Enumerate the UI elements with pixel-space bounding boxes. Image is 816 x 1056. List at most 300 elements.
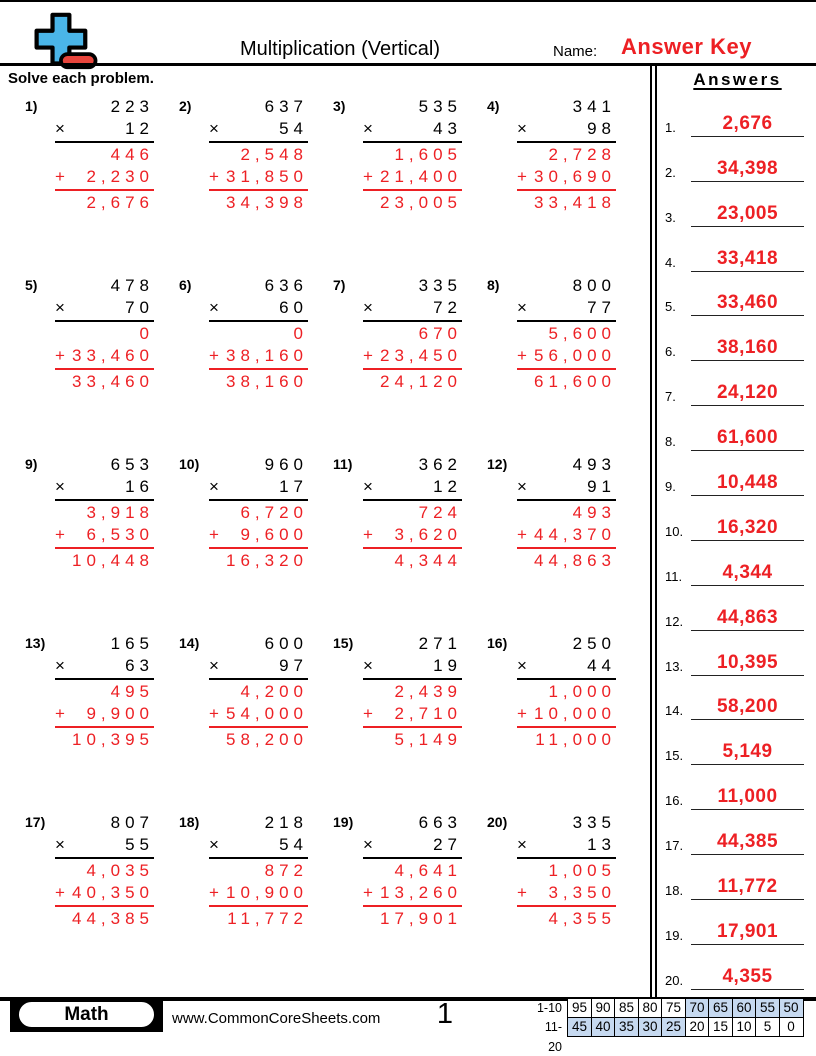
problem-number: 4) <box>487 98 500 114</box>
answer-value: 10,395 <box>691 652 804 676</box>
answer-number: 16. <box>665 793 684 809</box>
answer-value: 33,418 <box>691 248 804 272</box>
partial-product-1: 0 <box>139 324 154 343</box>
grading-cell: 70 <box>685 998 710 1018</box>
answer-value: 33,460 <box>691 292 804 316</box>
answer-row <box>659 137 816 182</box>
partial-product-1: 4,641 <box>394 861 462 880</box>
problem <box>25 812 179 991</box>
problem <box>487 633 641 812</box>
multiplicand: 653 <box>110 455 154 474</box>
answer-number: 9. <box>665 479 676 495</box>
problem-number: 18) <box>179 814 200 830</box>
worksheet-title: Multiplication (Vertical) <box>239 38 441 60</box>
answer-number: 6. <box>665 344 676 360</box>
plus-sign: + <box>209 704 219 723</box>
answer-row <box>659 496 816 541</box>
plus-minus-logo-icon <box>20 12 100 70</box>
answers-column <box>659 66 816 990</box>
answer-number: 17. <box>665 838 684 854</box>
partial-product-1: 5,600 <box>548 324 616 343</box>
answer-value: 23,005 <box>691 203 804 227</box>
multiplier: 54 <box>279 835 308 854</box>
problems-grid <box>25 96 643 991</box>
plus-sign: + <box>517 346 527 365</box>
grading-cell: 40 <box>591 1017 616 1037</box>
subject-badge-label: Math <box>17 1000 156 1029</box>
product-total: 11,000 <box>535 730 616 749</box>
answer-number: 11. <box>665 568 683 584</box>
partial-product-1: 4,035 <box>86 861 154 880</box>
problem <box>487 275 641 454</box>
plus-sign: + <box>363 704 373 723</box>
answer-value: 44,863 <box>691 607 804 631</box>
grading-cell: 80 <box>638 998 663 1018</box>
plus-sign: + <box>209 883 219 902</box>
multiplier: 13 <box>587 835 616 854</box>
multiplier: 44 <box>587 656 616 675</box>
partial-product-2: 56,000 <box>534 346 616 365</box>
partial-product-2-row <box>517 703 616 728</box>
grading-cell: 85 <box>614 998 639 1018</box>
partial-product-2-row <box>363 345 462 370</box>
partial-product-2-row <box>209 345 308 370</box>
problem-work <box>363 275 462 454</box>
multiplier-row <box>55 834 154 859</box>
product-total: 10,448 <box>72 551 154 570</box>
times-sign: × <box>55 119 65 138</box>
plus-sign: + <box>363 883 373 902</box>
problem-number: 12) <box>487 456 508 472</box>
product-total: 61,600 <box>534 372 616 391</box>
problem-number: 20) <box>487 814 508 830</box>
multiplier: 12 <box>125 119 154 138</box>
problem-number: 11) <box>333 456 353 472</box>
problem-work <box>55 454 154 633</box>
product-total: 5,149 <box>394 730 462 749</box>
times-sign: × <box>517 656 527 675</box>
partial-product-2: 31,850 <box>226 167 308 186</box>
problem <box>179 454 333 633</box>
multiplier-row <box>55 118 154 143</box>
answer-row <box>659 765 816 810</box>
answer-value: 4,355 <box>691 966 804 990</box>
partial-product-2-row <box>209 882 308 907</box>
multiplier: 97 <box>279 656 308 675</box>
partial-product-2: 10,000 <box>534 704 616 723</box>
problem-work <box>363 633 462 812</box>
times-sign: × <box>517 298 527 317</box>
problem <box>179 275 333 454</box>
partial-product-2: 9,600 <box>240 525 308 544</box>
multiplier: 91 <box>587 477 616 496</box>
times-sign: × <box>517 835 527 854</box>
multiplier-row <box>517 297 616 322</box>
partial-product-2: 2,710 <box>394 704 462 723</box>
multiplicand: 271 <box>418 634 462 653</box>
multiplier: 43 <box>433 119 462 138</box>
times-sign: × <box>363 119 373 138</box>
multiplier: 60 <box>279 298 308 317</box>
multiplier-row <box>209 834 308 859</box>
partial-product-2: 3,620 <box>394 525 462 544</box>
partial-product-2-row <box>363 166 462 191</box>
grading-row-2-label: 11-20 <box>544 1019 562 1054</box>
multiplicand: 335 <box>572 813 616 832</box>
multiplicand: 637 <box>264 97 308 116</box>
problem-work <box>209 275 308 454</box>
answer-number: 15. <box>665 748 684 764</box>
plus-sign: + <box>517 525 527 544</box>
multiplicand: 960 <box>264 455 308 474</box>
answer-number: 14. <box>665 703 684 719</box>
problem-number: 15) <box>333 635 354 651</box>
plus-sign: + <box>517 704 527 723</box>
grading-cell: 75 <box>661 998 686 1018</box>
partial-product-2-row <box>363 703 462 728</box>
product-total: 44,863 <box>534 551 616 570</box>
partial-product-2: 9,900 <box>86 704 154 723</box>
answer-row <box>659 631 816 676</box>
product-total: 2,676 <box>86 193 154 212</box>
grading-cell: 65 <box>708 998 733 1018</box>
multiplier-row <box>363 118 462 143</box>
times-sign: × <box>363 477 373 496</box>
product-total: 17,901 <box>380 909 462 928</box>
multiplier: 70 <box>125 298 154 317</box>
partial-product-2: 30,690 <box>534 167 616 186</box>
problem-number: 7) <box>333 277 346 293</box>
multiplier-row <box>517 655 616 680</box>
answer-row <box>659 541 816 586</box>
partial-product-2: 6,530 <box>86 525 154 544</box>
product-total: 33,460 <box>72 372 154 391</box>
partial-product-2: 10,900 <box>226 883 308 902</box>
multiplicand: 218 <box>264 813 308 832</box>
product-total: 33,418 <box>534 193 616 212</box>
problem-number: 16) <box>487 635 508 651</box>
multiplier-row <box>363 476 462 501</box>
partial-product-2: 44,370 <box>534 525 616 544</box>
plus-sign: + <box>209 346 219 365</box>
times-sign: × <box>517 119 527 138</box>
grading-cell: 95 <box>567 998 592 1018</box>
plus-sign: + <box>363 346 373 365</box>
grading-cell: 45 <box>567 1017 592 1037</box>
problem-work <box>55 96 154 275</box>
multiplier-row <box>55 297 154 322</box>
multiplier: 63 <box>125 656 154 675</box>
product-total: 38,160 <box>226 372 308 391</box>
multiplier: 54 <box>279 119 308 138</box>
multiplier: 17 <box>279 477 308 496</box>
multiplicand: 165 <box>110 634 154 653</box>
problem-number: 14) <box>179 635 200 651</box>
product-total: 4,355 <box>548 909 616 928</box>
answer-number: 18. <box>665 883 684 899</box>
times-sign: × <box>209 656 219 675</box>
answer-key-text: Answer Key <box>621 34 752 59</box>
answer-row <box>659 810 816 855</box>
problem-number: 19) <box>333 814 354 830</box>
problem-work <box>55 633 154 812</box>
grading-row-1-label: 1-10 <box>536 1001 562 1015</box>
answer-number: 2. <box>665 164 676 180</box>
partial-product-2: 40,350 <box>72 883 154 902</box>
answer-number: 1. <box>665 119 676 135</box>
partial-product-2-row <box>55 882 154 907</box>
partial-product-1: 446 <box>110 145 154 164</box>
plus-sign: + <box>55 704 65 723</box>
answer-value: 58,200 <box>691 696 804 720</box>
partial-product-2: 21,400 <box>380 167 462 186</box>
times-sign: × <box>55 477 65 496</box>
problem-number: 10) <box>179 456 200 472</box>
partial-product-2: 38,160 <box>226 346 308 365</box>
grading-table <box>531 998 804 1056</box>
top-border <box>0 0 816 2</box>
multiplier: 98 <box>587 119 616 138</box>
partial-product-2-row <box>363 524 462 549</box>
partial-product-2: 23,450 <box>380 346 462 365</box>
grading-cell: 35 <box>614 1017 639 1037</box>
multiplier: 55 <box>125 835 154 854</box>
problem-work <box>517 96 616 275</box>
instruction-text: Solve each problem. <box>8 70 154 87</box>
answer-row <box>659 272 816 317</box>
grading-cell: 30 <box>638 1017 663 1037</box>
times-sign: × <box>55 298 65 317</box>
problem <box>487 812 641 991</box>
partial-product-1: 4,200 <box>240 682 308 701</box>
plus-sign: + <box>209 167 219 186</box>
partial-product-1: 2,728 <box>548 145 616 164</box>
product-total: 34,398 <box>226 193 308 212</box>
grading-cell: 90 <box>591 998 616 1018</box>
answers-divider <box>650 64 657 997</box>
product-total: 10,395 <box>72 730 154 749</box>
partial-product-2-row <box>517 345 616 370</box>
problem <box>333 96 487 275</box>
answer-row <box>659 586 816 631</box>
answer-row <box>659 406 816 451</box>
problem-work <box>209 633 308 812</box>
answer-value: 2,676 <box>691 113 804 137</box>
multiplier-row <box>517 118 616 143</box>
partial-product-1: 0 <box>293 324 308 343</box>
multiplicand: 636 <box>264 276 308 295</box>
partial-product-1: 1,000 <box>548 682 616 701</box>
partial-product-1: 1,605 <box>394 145 462 164</box>
plus-sign: + <box>55 525 65 544</box>
multiplier-row <box>517 476 616 501</box>
product-total: 44,385 <box>72 909 154 928</box>
answer-value: 16,320 <box>691 517 804 541</box>
grading-row-1 <box>531 998 804 1018</box>
problem-number: 17) <box>25 814 46 830</box>
partial-product-2-row <box>55 166 154 191</box>
grading-row-2 <box>531 1017 804 1056</box>
answer-value: 4,344 <box>691 562 804 586</box>
grading-cell: 5 <box>755 1017 780 1037</box>
problem-work <box>209 812 308 991</box>
website-text: www.CommonCoreSheets.com <box>172 1010 381 1027</box>
partial-product-1: 493 <box>572 503 616 522</box>
times-sign: × <box>55 656 65 675</box>
product-total: 11,772 <box>227 909 308 928</box>
multiplier-row <box>363 834 462 859</box>
answer-row <box>659 361 816 406</box>
partial-product-2: 54,000 <box>226 704 308 723</box>
partial-product-2-row <box>363 882 462 907</box>
partial-product-1: 495 <box>110 682 154 701</box>
answer-value: 44,385 <box>691 831 804 855</box>
answer-number: 5. <box>665 299 676 315</box>
problem-work <box>517 275 616 454</box>
problem-work <box>55 275 154 454</box>
problem <box>25 96 179 275</box>
plus-sign: + <box>55 167 65 186</box>
multiplicand: 250 <box>572 634 616 653</box>
partial-product-2-row <box>517 166 616 191</box>
partial-product-2-row <box>209 703 308 728</box>
grading-cell: 15 <box>708 1017 733 1037</box>
problem <box>25 633 179 812</box>
page-number: 1 <box>436 998 454 1030</box>
answer-row <box>659 720 816 765</box>
partial-product-2-row <box>55 345 154 370</box>
multiplicand: 600 <box>264 634 308 653</box>
multiplier-row <box>209 297 308 322</box>
problem-work <box>363 454 462 633</box>
answer-row <box>659 676 816 721</box>
problem-work <box>517 454 616 633</box>
times-sign: × <box>209 298 219 317</box>
answer-number: 8. <box>665 434 676 450</box>
problem <box>179 633 333 812</box>
times-sign: × <box>209 835 219 854</box>
multiplicand: 535 <box>418 97 462 116</box>
grading-cell: 10 <box>732 1017 757 1037</box>
partial-product-1: 6,720 <box>240 503 308 522</box>
times-sign: × <box>517 477 527 496</box>
problem-number: 6) <box>179 277 192 293</box>
answer-number: 10. <box>665 523 684 539</box>
problem <box>333 275 487 454</box>
times-sign: × <box>55 835 65 854</box>
partial-product-1: 2,439 <box>394 682 462 701</box>
partial-product-2: 3,350 <box>548 883 616 902</box>
plus-sign: + <box>517 883 527 902</box>
multiplicand: 341 <box>572 97 616 116</box>
times-sign: × <box>363 298 373 317</box>
multiplier-row <box>209 655 308 680</box>
multiplicand: 663 <box>418 813 462 832</box>
multiplier-row <box>363 655 462 680</box>
answer-number: 4. <box>665 254 676 270</box>
plus-sign: + <box>363 525 373 544</box>
product-total: 16,320 <box>226 551 308 570</box>
partial-product-2-row <box>209 524 308 549</box>
answer-value: 34,398 <box>691 158 804 182</box>
answer-value: 11,772 <box>691 876 804 900</box>
problem-work <box>363 812 462 991</box>
problem-work <box>55 812 154 991</box>
answer-row <box>659 92 816 137</box>
partial-product-2: 33,460 <box>72 346 154 365</box>
problem <box>25 275 179 454</box>
answer-row <box>659 451 816 496</box>
grading-cell: 50 <box>779 998 804 1018</box>
multiplier: 72 <box>433 298 462 317</box>
multiplier: 27 <box>433 835 462 854</box>
product-total: 58,200 <box>226 730 308 749</box>
problem-number: 2) <box>179 98 192 114</box>
partial-product-2: 2,230 <box>86 167 154 186</box>
problem <box>333 812 487 991</box>
multiplicand: 335 <box>418 276 462 295</box>
answer-number: 20. <box>665 972 684 988</box>
problem-work <box>517 633 616 812</box>
problem <box>333 633 487 812</box>
problem <box>25 454 179 633</box>
multiplicand: 807 <box>110 813 154 832</box>
times-sign: × <box>209 119 219 138</box>
answers-heading: Answers <box>693 70 782 89</box>
grading-cell: 20 <box>685 1017 710 1037</box>
problem <box>487 454 641 633</box>
problem-work <box>209 96 308 275</box>
multiplicand: 478 <box>110 276 154 295</box>
plus-sign: + <box>209 525 219 544</box>
answer-number: 12. <box>665 613 684 629</box>
problem-work <box>209 454 308 633</box>
multiplier-row <box>363 297 462 322</box>
answer-value: 38,160 <box>691 337 804 361</box>
partial-product-1: 724 <box>418 503 462 522</box>
multiplicand: 800 <box>572 276 616 295</box>
answer-value: 17,901 <box>691 921 804 945</box>
answer-row <box>659 227 816 272</box>
plus-sign: + <box>517 167 527 186</box>
partial-product-2-row <box>517 882 616 907</box>
partial-product-2-row <box>55 524 154 549</box>
partial-product-1: 2,548 <box>240 145 308 164</box>
plus-sign: + <box>363 167 373 186</box>
partial-product-1: 670 <box>418 324 462 343</box>
multiplier-row <box>517 834 616 859</box>
partial-product-2: 13,260 <box>380 883 462 902</box>
answer-value: 5,149 <box>691 741 804 765</box>
subject-badge <box>10 997 163 1032</box>
plus-sign: + <box>55 883 65 902</box>
plus-sign: + <box>55 346 65 365</box>
answer-row <box>659 316 816 361</box>
multiplier-row <box>55 655 154 680</box>
multiplier: 12 <box>433 477 462 496</box>
partial-product-1: 872 <box>264 861 308 880</box>
problem <box>179 96 333 275</box>
problem-number: 3) <box>333 98 346 114</box>
grading-cell: 0 <box>779 1017 804 1037</box>
problem-number: 5) <box>25 277 38 293</box>
problem-work <box>363 96 462 275</box>
multiplier: 19 <box>433 656 462 675</box>
multiplicand: 362 <box>418 455 462 474</box>
times-sign: × <box>363 835 373 854</box>
partial-product-2-row <box>55 703 154 728</box>
product-total: 24,120 <box>380 372 462 391</box>
